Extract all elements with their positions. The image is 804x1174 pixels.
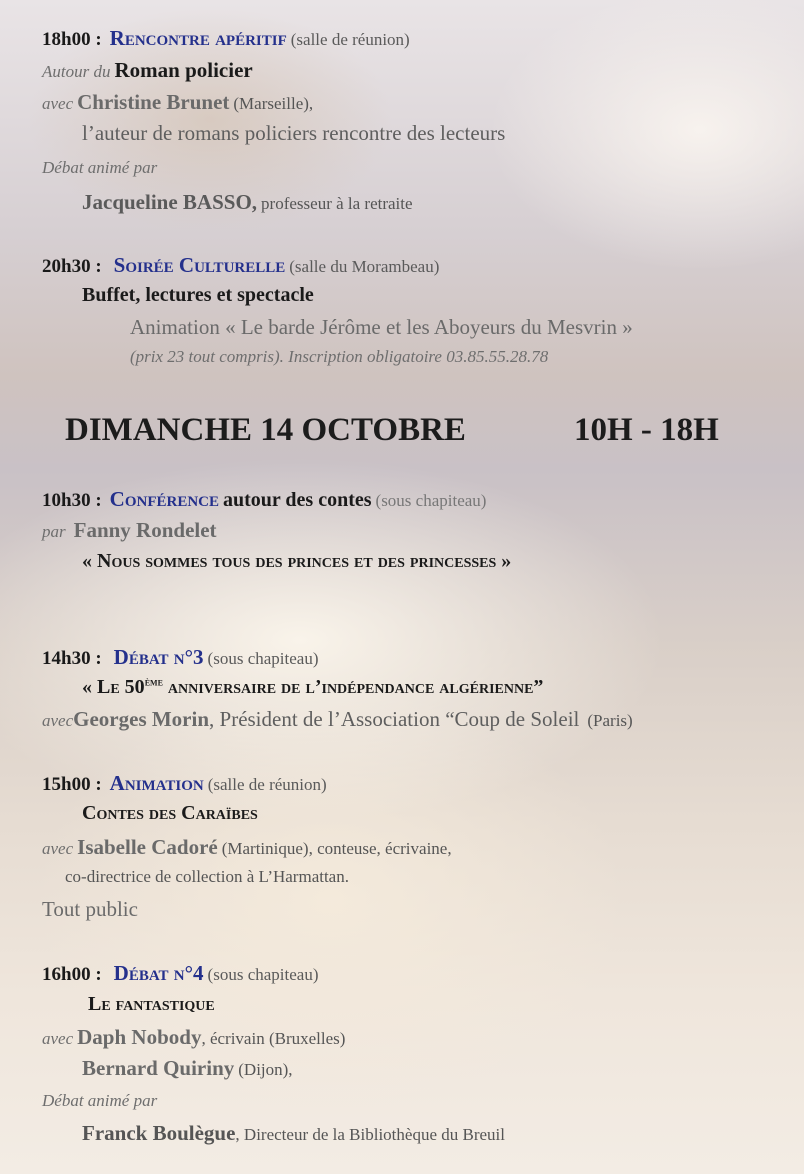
guest-name: Isabelle Cadoré bbox=[77, 835, 218, 859]
event-time: 15h00 : bbox=[42, 774, 102, 795]
by-prefix: par bbox=[42, 522, 66, 541]
moderator-name: Jacqueline BASSO, bbox=[82, 190, 258, 214]
event-time: 20h30 : bbox=[42, 256, 102, 277]
day-label: DIMANCHE 14 OCTOBRE bbox=[65, 412, 466, 448]
guest-line bbox=[42, 707, 633, 732]
moderator-line bbox=[82, 1121, 505, 1146]
with-prefix: avec bbox=[42, 839, 74, 858]
moderated-by-label: Débat animé par bbox=[42, 158, 158, 177]
moderator-name: Franck Boulègue bbox=[82, 1121, 236, 1145]
about-prefix: Autour du bbox=[42, 62, 111, 81]
guest-line bbox=[42, 90, 313, 115]
guest-role-line bbox=[65, 867, 349, 887]
guest2-line bbox=[82, 1056, 293, 1081]
guest1-line bbox=[42, 1025, 345, 1050]
anim-line bbox=[130, 315, 633, 340]
guest-1-role: , écrivain (Bruxelles) bbox=[201, 1029, 346, 1048]
guest-role-2: co-directrice de collection à L’Harmattan. bbox=[65, 867, 349, 886]
debate-title-line bbox=[82, 676, 543, 699]
talk-title-line bbox=[82, 550, 511, 573]
audience-label: Tout public bbox=[42, 897, 138, 921]
event-venue: (salle du Morambeau) bbox=[289, 257, 440, 276]
speaker-name: Fanny Rondelet bbox=[73, 518, 217, 542]
event-time: 14h30 : bbox=[42, 648, 102, 669]
event-title: Rencontre apéritif bbox=[109, 26, 287, 50]
event-venue: (sous chapiteau) bbox=[207, 965, 319, 984]
event-description: l’auteur de romans policiers rencontre des lecteurs bbox=[82, 121, 506, 145]
day-hours-wrap bbox=[574, 412, 719, 449]
speaker-line bbox=[42, 518, 217, 543]
event-venue: (sous chapiteau) bbox=[207, 649, 319, 668]
guest-role: , Président de l’Association “Coup de Soleil bbox=[209, 707, 580, 731]
debate-title: Le fantastique bbox=[88, 993, 215, 1015]
animation-title: Contes des Caraïbes bbox=[82, 802, 258, 824]
guest-2-name: Bernard Quiriny bbox=[82, 1056, 235, 1080]
day-hours: 10H - 18H bbox=[574, 412, 719, 448]
guest-line bbox=[42, 835, 452, 860]
event-venue: (sous chapiteau) bbox=[375, 491, 487, 510]
price-line bbox=[130, 347, 548, 367]
event-title: Conférence bbox=[109, 487, 219, 511]
price-info: (prix 23 tout compris). Inscription obligatoire 03.85.55.28.78 bbox=[130, 347, 549, 366]
event-venue: (salle de réunion) bbox=[207, 775, 327, 794]
moderator-role: professeur à la retraite bbox=[261, 194, 413, 213]
day-heading bbox=[65, 412, 466, 449]
event-line-2 bbox=[42, 253, 439, 278]
event-time: 16h00 : bbox=[42, 964, 102, 985]
moderated-line bbox=[42, 158, 157, 178]
guest-role: (Martinique), conteuse, écrivaine, bbox=[221, 839, 452, 858]
moderated-line bbox=[42, 1091, 157, 1111]
audience-line bbox=[42, 897, 138, 922]
event-topic: autour des contes bbox=[223, 489, 372, 511]
with-prefix: avec bbox=[42, 94, 74, 113]
event-line-1 bbox=[42, 26, 410, 51]
animation-text: Animation « Le barde Jérôme et les Aboyeurs du Mesvrin » bbox=[130, 315, 633, 339]
debate-title-sup: ème bbox=[144, 676, 163, 689]
guest-place: (Marseille), bbox=[233, 94, 314, 113]
with-prefix: avec bbox=[42, 1029, 74, 1048]
title-line bbox=[82, 284, 314, 307]
event-title: Débat n°4 bbox=[113, 961, 204, 985]
event-title: Soirée Culturelle bbox=[113, 253, 286, 277]
debate-title bbox=[82, 676, 543, 698]
event-line-4 bbox=[42, 645, 318, 670]
guest-place: (Paris) bbox=[587, 711, 633, 730]
event-subtitle: Buffet, lectures et spectacle bbox=[82, 284, 314, 306]
event-title: Débat n°3 bbox=[113, 645, 204, 669]
event-line-6 bbox=[42, 961, 318, 986]
event-line-3 bbox=[42, 487, 486, 512]
talk-title: « Nous sommes tous des princes et des princesses » bbox=[82, 550, 512, 572]
debate-title-a: « Le 50 bbox=[82, 676, 145, 698]
debate-title-b: anniversaire de l’indépendance algérienne” bbox=[162, 676, 544, 698]
moderator-role: , Directeur de la Bibliothèque du Breuil bbox=[235, 1125, 505, 1144]
desc-line bbox=[82, 121, 505, 146]
guest-name: Georges Morin bbox=[73, 707, 210, 731]
event-venue: (salle de réunion) bbox=[290, 30, 410, 49]
event-time: 10h30 : bbox=[42, 490, 102, 511]
guest-name: Christine Brunet bbox=[77, 90, 230, 114]
with-prefix: avec bbox=[42, 711, 74, 730]
about-topic: Roman policier bbox=[114, 58, 253, 82]
guest-1-name: Daph Nobody bbox=[77, 1025, 202, 1049]
guest-2-place: (Dijon), bbox=[238, 1060, 293, 1079]
event-title: Animation bbox=[109, 771, 204, 795]
moderator-line bbox=[82, 190, 413, 215]
anim-title-line bbox=[82, 802, 258, 825]
event-time: 18h00 : bbox=[42, 29, 102, 50]
moderated-by-label: Débat animé par bbox=[42, 1091, 158, 1110]
about-line bbox=[42, 58, 253, 83]
debate-title-line bbox=[88, 993, 215, 1016]
event-line-5 bbox=[42, 771, 327, 796]
